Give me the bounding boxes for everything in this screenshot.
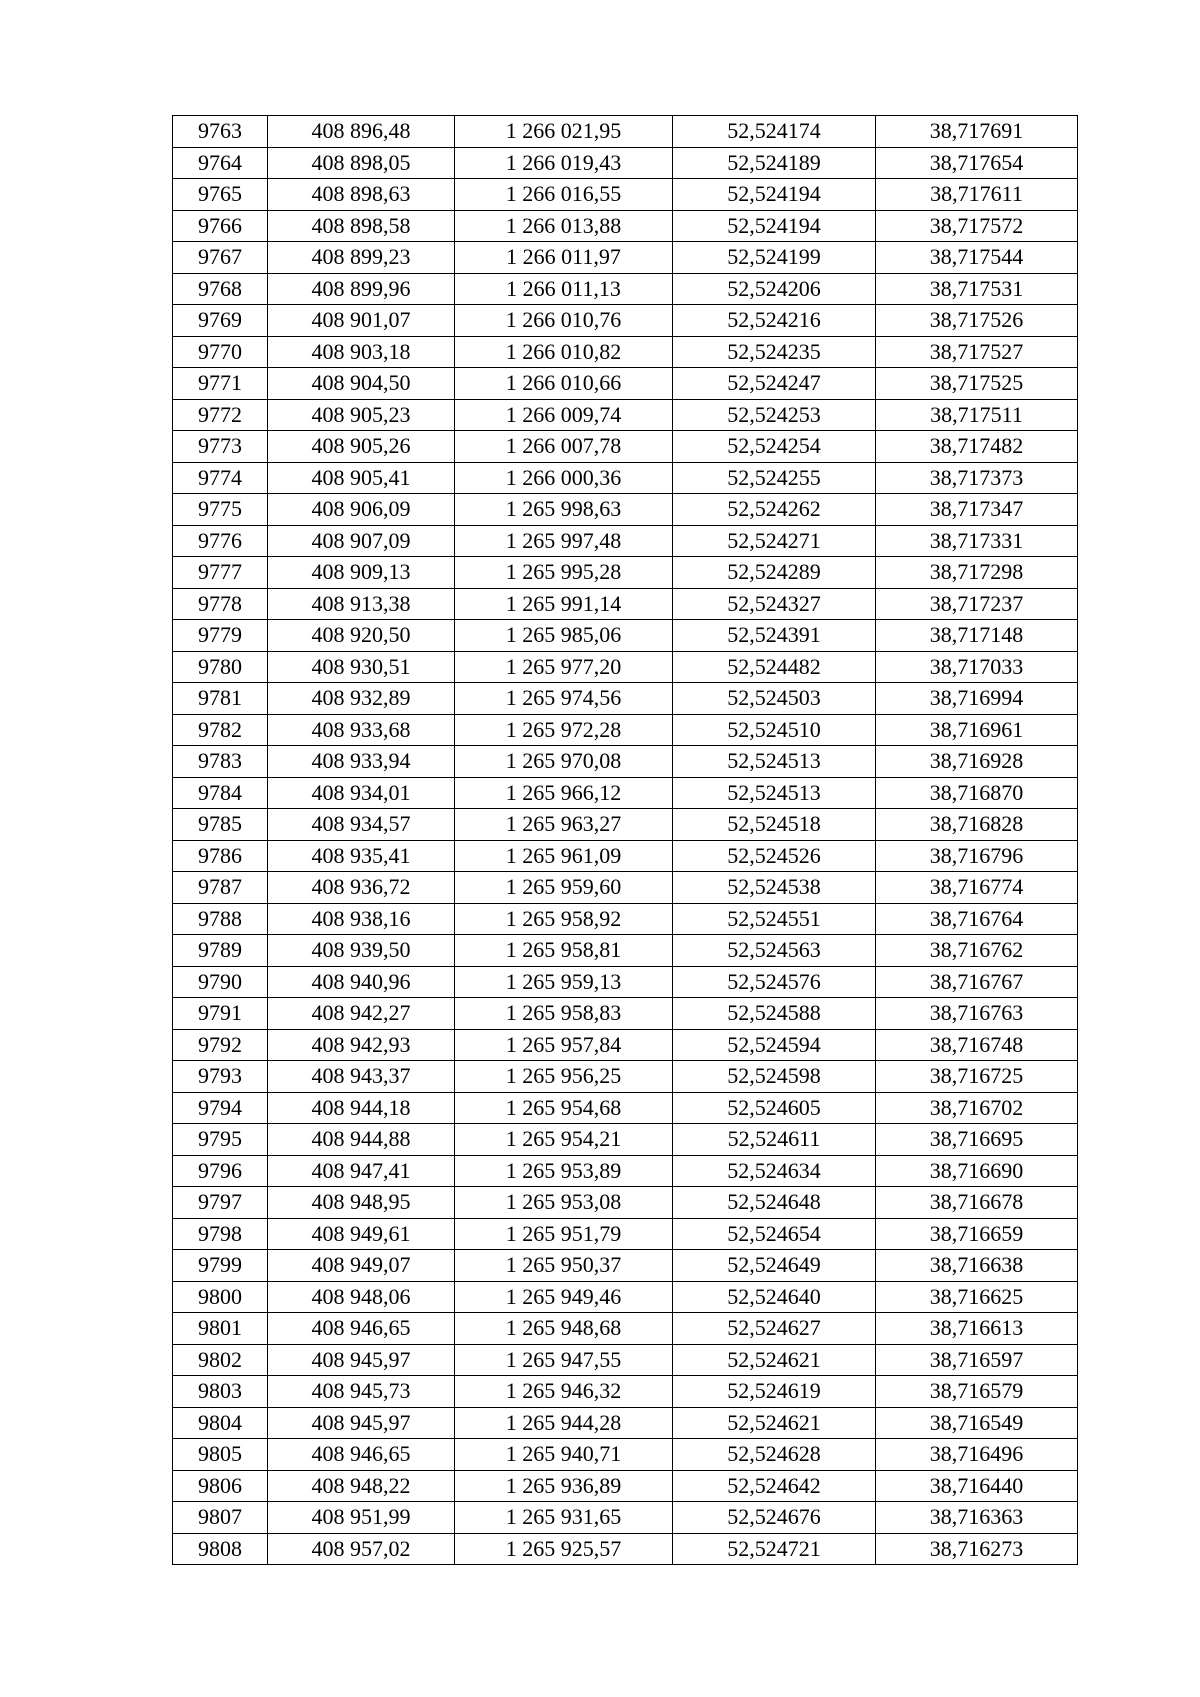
latitude-cell: 52,524627 [673, 1313, 876, 1345]
longitude-cell: 38,716796 [876, 840, 1078, 872]
point-number-cell: 9772 [173, 399, 268, 431]
point-number-cell: 9802 [173, 1344, 268, 1376]
y-coordinate-cell: 1 265 925,57 [455, 1533, 673, 1565]
point-number-cell: 9793 [173, 1061, 268, 1093]
x-coordinate-cell: 408 936,72 [268, 872, 455, 904]
longitude-cell: 38,716625 [876, 1281, 1078, 1313]
table-row [173, 273, 1078, 305]
x-coordinate-cell: 408 898,05 [268, 147, 455, 179]
longitude-cell: 38,716678 [876, 1187, 1078, 1219]
x-coordinate-cell: 408 934,01 [268, 777, 455, 809]
y-coordinate-cell: 1 266 021,95 [455, 116, 673, 148]
x-coordinate-cell: 408 946,65 [268, 1439, 455, 1471]
point-number-cell: 9779 [173, 620, 268, 652]
table-row [173, 1061, 1078, 1093]
table-row [173, 557, 1078, 589]
x-coordinate-cell: 408 947,41 [268, 1155, 455, 1187]
longitude-cell: 38,716440 [876, 1470, 1078, 1502]
y-coordinate-cell: 1 265 944,28 [455, 1407, 673, 1439]
x-coordinate-cell: 408 904,50 [268, 368, 455, 400]
table-row [173, 588, 1078, 620]
table-row [173, 903, 1078, 935]
longitude-cell: 38,717654 [876, 147, 1078, 179]
table-row [173, 1281, 1078, 1313]
longitude-cell: 38,716763 [876, 998, 1078, 1030]
x-coordinate-cell: 408 934,57 [268, 809, 455, 841]
longitude-cell: 38,717572 [876, 210, 1078, 242]
longitude-cell: 38,717373 [876, 462, 1078, 494]
latitude-cell: 52,524391 [673, 620, 876, 652]
table-row [173, 242, 1078, 274]
latitude-cell: 52,524648 [673, 1187, 876, 1219]
table-row [173, 1250, 1078, 1282]
table-row [173, 935, 1078, 967]
longitude-cell: 38,716774 [876, 872, 1078, 904]
point-number-cell: 9785 [173, 809, 268, 841]
latitude-cell: 52,524518 [673, 809, 876, 841]
latitude-cell: 52,524611 [673, 1124, 876, 1156]
x-coordinate-cell: 408 951,99 [268, 1502, 455, 1534]
latitude-cell: 52,524235 [673, 336, 876, 368]
longitude-cell: 38,716549 [876, 1407, 1078, 1439]
y-coordinate-cell: 1 266 019,43 [455, 147, 673, 179]
latitude-cell: 52,524513 [673, 777, 876, 809]
latitude-cell: 52,524510 [673, 714, 876, 746]
y-coordinate-cell: 1 265 970,08 [455, 746, 673, 778]
longitude-cell: 38,716496 [876, 1439, 1078, 1471]
longitude-cell: 38,717525 [876, 368, 1078, 400]
latitude-cell: 52,524289 [673, 557, 876, 589]
latitude-cell: 52,524503 [673, 683, 876, 715]
y-coordinate-cell: 1 266 010,82 [455, 336, 673, 368]
point-number-cell: 9765 [173, 179, 268, 211]
latitude-cell: 52,524628 [673, 1439, 876, 1471]
longitude-cell: 38,716828 [876, 809, 1078, 841]
x-coordinate-cell: 408 933,94 [268, 746, 455, 778]
y-coordinate-cell: 1 265 948,68 [455, 1313, 673, 1345]
longitude-cell: 38,716961 [876, 714, 1078, 746]
y-coordinate-cell: 1 265 953,89 [455, 1155, 673, 1187]
latitude-cell: 52,524247 [673, 368, 876, 400]
longitude-cell: 38,716273 [876, 1533, 1078, 1565]
point-number-cell: 9791 [173, 998, 268, 1030]
latitude-cell: 52,524594 [673, 1029, 876, 1061]
longitude-cell: 38,716994 [876, 683, 1078, 715]
longitude-cell: 38,716613 [876, 1313, 1078, 1345]
latitude-cell: 52,524194 [673, 179, 876, 211]
point-number-cell: 9768 [173, 273, 268, 305]
table-row [173, 966, 1078, 998]
table-row [173, 1155, 1078, 1187]
y-coordinate-cell: 1 265 953,08 [455, 1187, 673, 1219]
longitude-cell: 38,717298 [876, 557, 1078, 589]
longitude-cell: 38,717611 [876, 179, 1078, 211]
table-row [173, 1187, 1078, 1219]
longitude-cell: 38,717527 [876, 336, 1078, 368]
point-number-cell: 9780 [173, 651, 268, 683]
latitude-cell: 52,524254 [673, 431, 876, 463]
longitude-cell: 38,716764 [876, 903, 1078, 935]
latitude-cell: 52,524563 [673, 935, 876, 967]
point-number-cell: 9773 [173, 431, 268, 463]
table-row [173, 1376, 1078, 1408]
x-coordinate-cell: 408 942,27 [268, 998, 455, 1030]
table-row [173, 1533, 1078, 1565]
longitude-cell: 38,716579 [876, 1376, 1078, 1408]
longitude-cell: 38,716725 [876, 1061, 1078, 1093]
x-coordinate-cell: 408 899,23 [268, 242, 455, 274]
table-row [173, 1313, 1078, 1345]
latitude-cell: 52,524640 [673, 1281, 876, 1313]
latitude-cell: 52,524482 [673, 651, 876, 683]
y-coordinate-cell: 1 265 946,32 [455, 1376, 673, 1408]
x-coordinate-cell: 408 909,13 [268, 557, 455, 589]
x-coordinate-cell: 408 906,09 [268, 494, 455, 526]
point-number-cell: 9794 [173, 1092, 268, 1124]
latitude-cell: 52,524676 [673, 1502, 876, 1534]
y-coordinate-cell: 1 265 963,27 [455, 809, 673, 841]
y-coordinate-cell: 1 266 010,76 [455, 305, 673, 337]
y-coordinate-cell: 1 265 997,48 [455, 525, 673, 557]
latitude-cell: 52,524526 [673, 840, 876, 872]
x-coordinate-cell: 408 903,18 [268, 336, 455, 368]
table-row [173, 714, 1078, 746]
table-row [173, 1218, 1078, 1250]
y-coordinate-cell: 1 265 961,09 [455, 840, 673, 872]
longitude-cell: 38,717482 [876, 431, 1078, 463]
x-coordinate-cell: 408 942,93 [268, 1029, 455, 1061]
y-coordinate-cell: 1 265 977,20 [455, 651, 673, 683]
table-row [173, 494, 1078, 526]
latitude-cell: 52,524621 [673, 1407, 876, 1439]
y-coordinate-cell: 1 265 966,12 [455, 777, 673, 809]
longitude-cell: 38,716690 [876, 1155, 1078, 1187]
point-number-cell: 9790 [173, 966, 268, 998]
latitude-cell: 52,524634 [673, 1155, 876, 1187]
latitude-cell: 52,524598 [673, 1061, 876, 1093]
point-number-cell: 9803 [173, 1376, 268, 1408]
x-coordinate-cell: 408 944,18 [268, 1092, 455, 1124]
point-number-cell: 9769 [173, 305, 268, 337]
x-coordinate-cell: 408 946,65 [268, 1313, 455, 1345]
point-number-cell: 9807 [173, 1502, 268, 1534]
y-coordinate-cell: 1 265 995,28 [455, 557, 673, 589]
y-coordinate-cell: 1 265 985,06 [455, 620, 673, 652]
longitude-cell: 38,716762 [876, 935, 1078, 967]
latitude-cell: 52,524255 [673, 462, 876, 494]
y-coordinate-cell: 1 265 949,46 [455, 1281, 673, 1313]
longitude-cell: 38,716363 [876, 1502, 1078, 1534]
longitude-cell: 38,717331 [876, 525, 1078, 557]
x-coordinate-cell: 408 905,26 [268, 431, 455, 463]
point-number-cell: 9786 [173, 840, 268, 872]
point-number-cell: 9806 [173, 1470, 268, 1502]
longitude-cell: 38,716928 [876, 746, 1078, 778]
y-coordinate-cell: 1 265 958,92 [455, 903, 673, 935]
x-coordinate-cell: 408 901,07 [268, 305, 455, 337]
latitude-cell: 52,524588 [673, 998, 876, 1030]
latitude-cell: 52,524262 [673, 494, 876, 526]
latitude-cell: 52,524621 [673, 1344, 876, 1376]
table-row [173, 147, 1078, 179]
x-coordinate-cell: 408 949,07 [268, 1250, 455, 1282]
point-number-cell: 9799 [173, 1250, 268, 1282]
x-coordinate-cell: 408 932,89 [268, 683, 455, 715]
table-row [173, 336, 1078, 368]
latitude-cell: 52,524538 [673, 872, 876, 904]
table-row [173, 1502, 1078, 1534]
y-coordinate-cell: 1 266 013,88 [455, 210, 673, 242]
table-row [173, 525, 1078, 557]
y-coordinate-cell: 1 266 007,78 [455, 431, 673, 463]
y-coordinate-cell: 1 265 958,83 [455, 998, 673, 1030]
latitude-cell: 52,524654 [673, 1218, 876, 1250]
longitude-cell: 38,716767 [876, 966, 1078, 998]
y-coordinate-cell: 1 265 959,60 [455, 872, 673, 904]
point-number-cell: 9766 [173, 210, 268, 242]
y-coordinate-cell: 1 265 958,81 [455, 935, 673, 967]
point-number-cell: 9800 [173, 1281, 268, 1313]
table-row [173, 651, 1078, 683]
x-coordinate-cell: 408 899,96 [268, 273, 455, 305]
y-coordinate-cell: 1 265 954,68 [455, 1092, 673, 1124]
table-row [173, 809, 1078, 841]
x-coordinate-cell: 408 945,73 [268, 1376, 455, 1408]
y-coordinate-cell: 1 266 000,36 [455, 462, 673, 494]
latitude-cell: 52,524174 [673, 116, 876, 148]
longitude-cell: 38,717511 [876, 399, 1078, 431]
x-coordinate-cell: 408 898,58 [268, 210, 455, 242]
point-number-cell: 9783 [173, 746, 268, 778]
y-coordinate-cell: 1 266 010,66 [455, 368, 673, 400]
point-number-cell: 9797 [173, 1187, 268, 1219]
x-coordinate-cell: 408 944,88 [268, 1124, 455, 1156]
table-row [173, 840, 1078, 872]
point-number-cell: 9808 [173, 1533, 268, 1565]
latitude-cell: 52,524189 [673, 147, 876, 179]
table-row [173, 210, 1078, 242]
x-coordinate-cell: 408 957,02 [268, 1533, 455, 1565]
longitude-cell: 38,716702 [876, 1092, 1078, 1124]
x-coordinate-cell: 408 943,37 [268, 1061, 455, 1093]
point-number-cell: 9798 [173, 1218, 268, 1250]
latitude-cell: 52,524642 [673, 1470, 876, 1502]
table-row [173, 683, 1078, 715]
latitude-cell: 52,524513 [673, 746, 876, 778]
coordinates-table [172, 115, 1078, 1565]
latitude-cell: 52,524649 [673, 1250, 876, 1282]
table-row [173, 368, 1078, 400]
longitude-cell: 38,716870 [876, 777, 1078, 809]
x-coordinate-cell: 408 948,95 [268, 1187, 455, 1219]
y-coordinate-cell: 1 265 950,37 [455, 1250, 673, 1282]
x-coordinate-cell: 408 896,48 [268, 116, 455, 148]
table-row [173, 777, 1078, 809]
table-row [173, 746, 1078, 778]
x-coordinate-cell: 408 945,97 [268, 1407, 455, 1439]
table-row [173, 431, 1078, 463]
point-number-cell: 9763 [173, 116, 268, 148]
longitude-cell: 38,716597 [876, 1344, 1078, 1376]
x-coordinate-cell: 408 949,61 [268, 1218, 455, 1250]
table-row [173, 399, 1078, 431]
table-row [173, 1470, 1078, 1502]
table-row [173, 116, 1078, 148]
point-number-cell: 9804 [173, 1407, 268, 1439]
x-coordinate-cell: 408 933,68 [268, 714, 455, 746]
point-number-cell: 9787 [173, 872, 268, 904]
x-coordinate-cell: 408 935,41 [268, 840, 455, 872]
point-number-cell: 9767 [173, 242, 268, 274]
table-row [173, 179, 1078, 211]
point-number-cell: 9792 [173, 1029, 268, 1061]
longitude-cell: 38,717347 [876, 494, 1078, 526]
longitude-cell: 38,717033 [876, 651, 1078, 683]
latitude-cell: 52,524551 [673, 903, 876, 935]
y-coordinate-cell: 1 265 947,55 [455, 1344, 673, 1376]
table-row [173, 620, 1078, 652]
latitude-cell: 52,524619 [673, 1376, 876, 1408]
longitude-cell: 38,717237 [876, 588, 1078, 620]
table-row [173, 998, 1078, 1030]
y-coordinate-cell: 1 266 011,97 [455, 242, 673, 274]
point-number-cell: 9796 [173, 1155, 268, 1187]
point-number-cell: 9770 [173, 336, 268, 368]
longitude-cell: 38,717544 [876, 242, 1078, 274]
x-coordinate-cell: 408 945,97 [268, 1344, 455, 1376]
point-number-cell: 9788 [173, 903, 268, 935]
y-coordinate-cell: 1 265 991,14 [455, 588, 673, 620]
point-number-cell: 9784 [173, 777, 268, 809]
latitude-cell: 52,524327 [673, 588, 876, 620]
y-coordinate-cell: 1 266 016,55 [455, 179, 673, 211]
longitude-cell: 38,717148 [876, 620, 1078, 652]
table-row [173, 1092, 1078, 1124]
y-coordinate-cell: 1 265 936,89 [455, 1470, 673, 1502]
point-number-cell: 9775 [173, 494, 268, 526]
y-coordinate-cell: 1 265 951,79 [455, 1218, 673, 1250]
y-coordinate-cell: 1 265 957,84 [455, 1029, 673, 1061]
latitude-cell: 52,524216 [673, 305, 876, 337]
table-row [173, 1124, 1078, 1156]
table-row [173, 872, 1078, 904]
latitude-cell: 52,524721 [673, 1533, 876, 1565]
y-coordinate-cell: 1 265 959,13 [455, 966, 673, 998]
point-number-cell: 9764 [173, 147, 268, 179]
y-coordinate-cell: 1 265 954,21 [455, 1124, 673, 1156]
table-row [173, 1344, 1078, 1376]
longitude-cell: 38,716638 [876, 1250, 1078, 1282]
latitude-cell: 52,524605 [673, 1092, 876, 1124]
x-coordinate-cell: 408 940,96 [268, 966, 455, 998]
x-coordinate-cell: 408 920,50 [268, 620, 455, 652]
x-coordinate-cell: 408 948,06 [268, 1281, 455, 1313]
x-coordinate-cell: 408 948,22 [268, 1470, 455, 1502]
x-coordinate-cell: 408 905,23 [268, 399, 455, 431]
point-number-cell: 9778 [173, 588, 268, 620]
y-coordinate-cell: 1 265 940,71 [455, 1439, 673, 1471]
point-number-cell: 9782 [173, 714, 268, 746]
x-coordinate-cell: 408 938,16 [268, 903, 455, 935]
table-row [173, 462, 1078, 494]
longitude-cell: 38,717691 [876, 116, 1078, 148]
longitude-cell: 38,716695 [876, 1124, 1078, 1156]
latitude-cell: 52,524271 [673, 525, 876, 557]
coordinates-table-body [173, 116, 1078, 1565]
latitude-cell: 52,524199 [673, 242, 876, 274]
y-coordinate-cell: 1 266 009,74 [455, 399, 673, 431]
table-row [173, 1439, 1078, 1471]
latitude-cell: 52,524194 [673, 210, 876, 242]
latitude-cell: 52,524206 [673, 273, 876, 305]
point-number-cell: 9771 [173, 368, 268, 400]
x-coordinate-cell: 408 907,09 [268, 525, 455, 557]
point-number-cell: 9774 [173, 462, 268, 494]
y-coordinate-cell: 1 265 956,25 [455, 1061, 673, 1093]
table-row [173, 1407, 1078, 1439]
point-number-cell: 9805 [173, 1439, 268, 1471]
table-row [173, 1029, 1078, 1061]
point-number-cell: 9801 [173, 1313, 268, 1345]
point-number-cell: 9781 [173, 683, 268, 715]
x-coordinate-cell: 408 939,50 [268, 935, 455, 967]
longitude-cell: 38,716659 [876, 1218, 1078, 1250]
x-coordinate-cell: 408 930,51 [268, 651, 455, 683]
point-number-cell: 9777 [173, 557, 268, 589]
y-coordinate-cell: 1 265 931,65 [455, 1502, 673, 1534]
table-row [173, 305, 1078, 337]
y-coordinate-cell: 1 266 011,13 [455, 273, 673, 305]
x-coordinate-cell: 408 913,38 [268, 588, 455, 620]
point-number-cell: 9789 [173, 935, 268, 967]
latitude-cell: 52,524576 [673, 966, 876, 998]
y-coordinate-cell: 1 265 972,28 [455, 714, 673, 746]
longitude-cell: 38,717526 [876, 305, 1078, 337]
longitude-cell: 38,716748 [876, 1029, 1078, 1061]
latitude-cell: 52,524253 [673, 399, 876, 431]
y-coordinate-cell: 1 265 974,56 [455, 683, 673, 715]
x-coordinate-cell: 408 898,63 [268, 179, 455, 211]
x-coordinate-cell: 408 905,41 [268, 462, 455, 494]
longitude-cell: 38,717531 [876, 273, 1078, 305]
point-number-cell: 9795 [173, 1124, 268, 1156]
point-number-cell: 9776 [173, 525, 268, 557]
y-coordinate-cell: 1 265 998,63 [455, 494, 673, 526]
